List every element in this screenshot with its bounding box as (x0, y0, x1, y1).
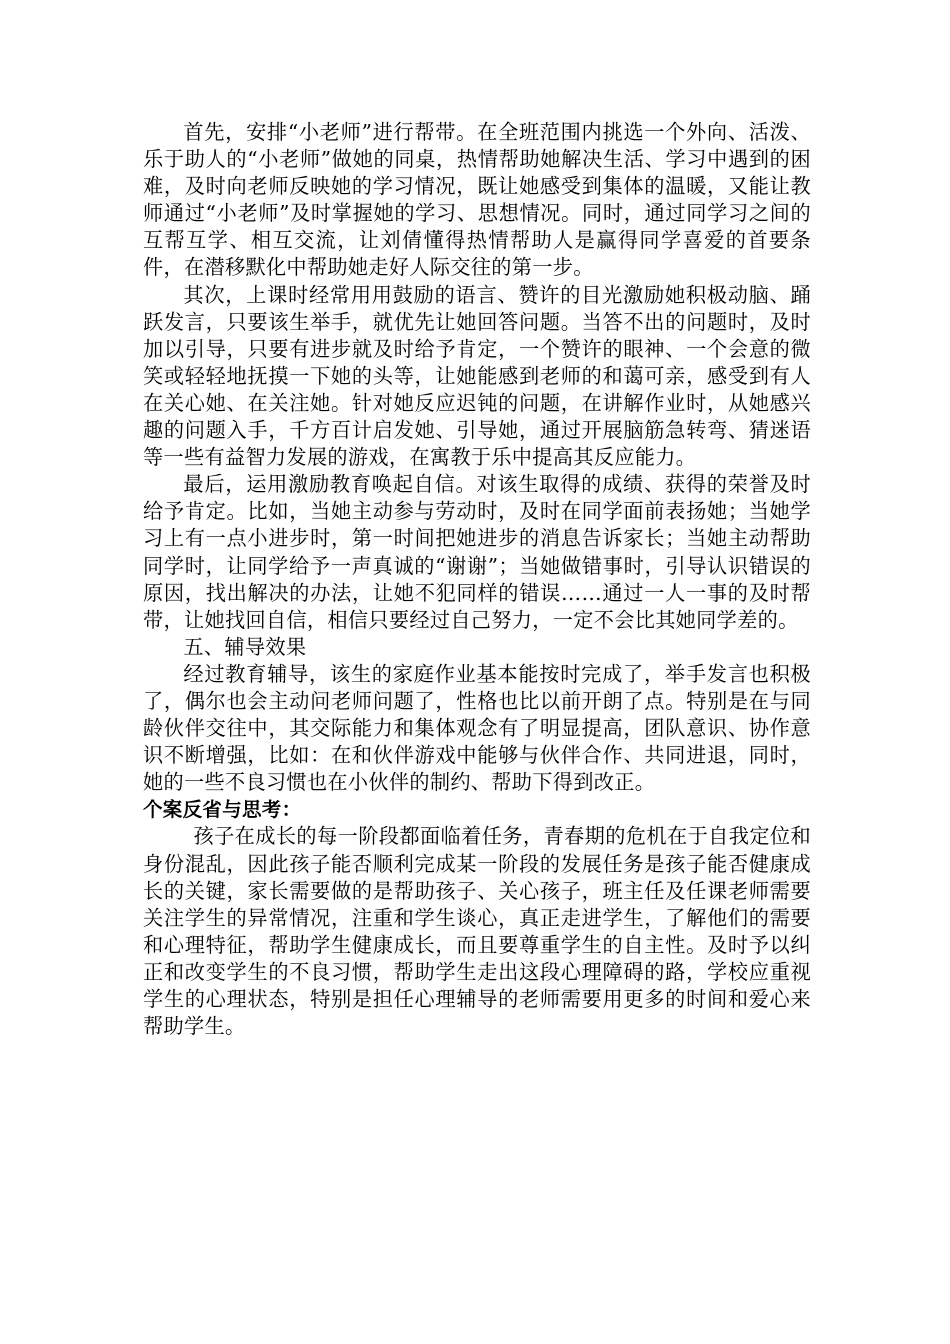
section-heading-results: 五、辅导效果 (183, 634, 307, 659)
paragraph-second-strategy: 其次，上课时经常用用鼓励的语言、赞许的目光激励她积极动脑、踊跃发言，只要该生举手，就优先让她回答问题。当答不出的问题时，及时加以引导，只要有进步就及时给予肯定，一个赞许的眼神、一个会意的微笑或轻轻地抚摸一下她的头等，让她能感到老师的和蔼可亲，感受到有人在关心她、在关注她。针对她反应迟钝的问题，在讲解作业时，从她感兴趣的问题入手，千方百计启发她、引导她，通过开展脑筋急转弯、猜迷语等一些有益智力发展的游戏，在寓教于乐中提高其反应能力。 (143, 282, 811, 470)
paragraph-reflection: 孩子在成长的每一阶段都面临着任务，青春期的危机在于自我定位和身份混乱，因此孩子能否顺利完成某一阶段的发展任务是孩子能否健康成长的关键，家长需要做的是帮助孩子、关心孩子，班主任及任课老师需要关注学生的异常情况，注重和学生谈心，真正走进学生，了解他们的需要和心理特征，帮助学生健康成长，而且要尊重学生的自主性。及时予以纠正和改变学生的不良习惯，帮助学生走出这段心理障碍的路，学校应重视学生的心理状态，特别是担任心理辅导的老师需要用更多的时间和爱心来帮助学生。 (143, 824, 811, 1039)
paragraph-first-strategy: 首先，安排“小老师”进行帮带。在全班范围内挑选一个外向、活泼、乐于助人的“小老师”做她的同桌，热情帮助她解决生活、学习中遇到的困难，及时向老师反映她的学习情况，既让她感受到集体的温暖，又能让教师通过“小老师”及时掌握她的学习、思想情况。同时，通过同学习之间的互帮互学、相互交流，让刘倩懂得热情帮助人是赢得同学喜爱的首要条件，在潜移默化中帮助她走好人际交往的第一步。 (143, 120, 811, 280)
paragraph-third-strategy: 最后，运用激励教育唤起自信。对该生取得的成绩、获得的荣誉及时给予肯定。比如，当她主动参与劳动时，及时在同学面前表扬她；当她学习上有一点小进步时，第一时间把她进步的消息告诉家长；当她主动帮助同学时，让同学给予一声真诚的“谢谢”；当她做错事时，引导认识错误的原因，找出解决的办法，让她不犯同样的错误……通过一人一事的及时帮带，让她找回自信，相信只要经过自己努力，一定不会比其她同学差的。 (143, 472, 811, 632)
document-page (143, 119, 811, 1040)
paragraph-results: 经过教育辅导，该生的家庭作业基本能按时完成了，举手发言也积极了，偶尔也会主动问老师问题了，性格也比以前开朗了点。特别是在与同龄伙伴交往中，其交际能力和集体观念有了明显提高，团队意识、协作意识不断增强，比如：在和伙伴游戏中能够与伙伴合作、共同进退，同时，她的一些不良习惯也在小伙伴的制约、帮助下得到改正。 (143, 661, 811, 795)
section-heading-reflection: 个案反省与思考： (143, 798, 302, 822)
